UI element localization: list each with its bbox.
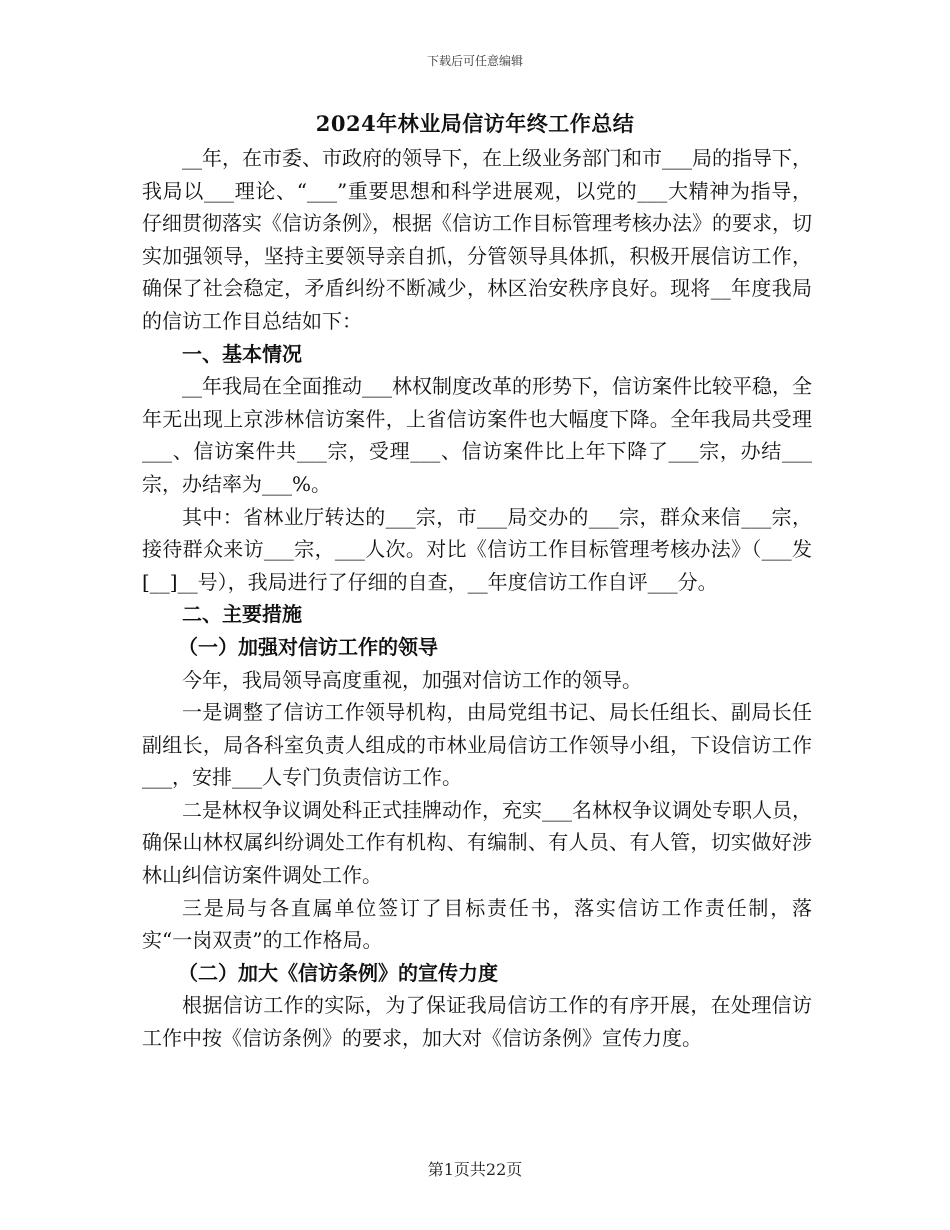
body-paragraph: __年我局在全面推动___林权制度改革的形势下，信访案件比较平稳，全年无出现上京涉林信访案件，上省信访案件也大幅度下降。全年我局共受理___、信访案件共___宗，受理___、信访案件比上年下降了___宗，办结___宗，办结率为___%。 xyxy=(142,374,812,496)
intro-paragraph: __年，在市委、市政府的领导下，在上级业务部门和市___局的指导下，我局以___理论、“___”重要思想和科学进展观，以党的___大精神为指导，仔细贯彻落实《信访条例》，根据《信访工作目标管理考核办法》的要求，切实加强领导，坚持主要领导亲自抓，分管领导具体抓，积极开展信访工作，确保了社会稳定，矛盾纠纷不断减少，林区治安秩序良好。现将__年度我局的信访工作目总结如下： xyxy=(142,146,812,333)
document-title: 2024年林业局信访年终工作总结 xyxy=(315,111,635,136)
body-paragraph: 根据信访工作的实际，为了保证我局信访工作的有序开展，在处理信访工作中按《信访条例》的要求，加大对《信访条例》宣传力度。 xyxy=(142,993,812,1051)
subsection-heading-leadership: （一）加强对信访工作的领导 xyxy=(178,634,438,659)
page-footer: 第1页共22页 xyxy=(427,1160,523,1179)
body-paragraph: 二是林权争议调处科正式挂牌动作，充实___名林权争议调处专职人员，确保山林权属纠纷调处工作有机构、有编制、有人员、有人管，切实做好涉林山纠信访案件调处工作。 xyxy=(142,797,812,888)
subsection-heading-publicity: （二）加大《信访条例》的宣传力度 xyxy=(178,960,498,985)
body-paragraph: 三是局与各直属单位签订了目标责任书，落实信访工作责任制，落实“一岗双责”的工作格局。 xyxy=(142,895,812,953)
body-paragraph: 其中：省林业厅转达的___宗，市___局交办的___宗，群众来信___宗，接待群众来访___宗，___人次。对比《信访工作目标管理考核办法》（___发[__]__号），我局进行了仔细的自查，__年度信访工作自评___分。 xyxy=(142,504,812,594)
body-paragraph: 一是调整了信访工作领导机构，由局党组书记、局长任组长、副局长任副组长，局各科室负责人组成的市林业局信访工作领导小组，下设信访工作___，安排___人专门负责信访工作。 xyxy=(142,700,812,790)
section-heading-measures: 二、主要措施 xyxy=(182,602,302,627)
body-paragraph: 今年，我局领导高度重视，加强对信访工作的领导。 xyxy=(182,667,642,692)
document-body xyxy=(142,142,812,1055)
section-heading-basic: 一、基本情况 xyxy=(182,341,302,366)
page-header: 下载后可任意编辑 xyxy=(426,54,523,68)
